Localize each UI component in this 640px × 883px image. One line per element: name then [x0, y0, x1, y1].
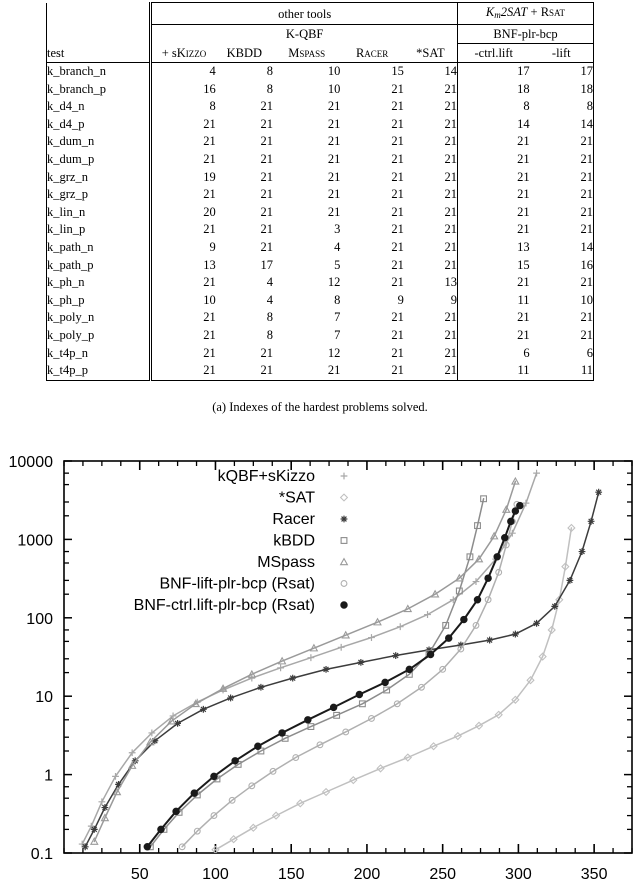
legend-label: *SAT: [278, 489, 315, 507]
column-header-star-sat: *SAT: [404, 44, 458, 63]
marker-asterisk: [341, 516, 348, 523]
marker-filled-circle: [341, 602, 347, 608]
table-cell-value: 21: [151, 327, 216, 345]
table-cell-value: 21: [327, 116, 341, 131]
table-cell-value: 21: [444, 187, 457, 202]
x-axis-tick-label: 100: [202, 866, 229, 883]
table-cell-value: 8: [266, 310, 273, 325]
x-axis-tick-label: 300: [505, 866, 532, 883]
chart-frame: [64, 461, 632, 853]
table-cell-value: 21: [530, 221, 594, 239]
table-cell-value: 9: [397, 292, 404, 307]
marker-filled-circle: [356, 691, 362, 697]
table-cell-value: 20: [151, 204, 216, 222]
table-cell-test: k_poly_n: [47, 309, 151, 327]
table-cell-value: 21: [530, 151, 594, 169]
table-cell-value: 21: [151, 116, 216, 134]
table-cell-value: 21: [444, 99, 457, 114]
table-cell-value: 14: [444, 64, 457, 78]
column-header-ctrl-lift: -ctrl.lift: [457, 44, 529, 63]
x-axis-tick-label: 200: [353, 866, 381, 883]
table-cell-value: 21: [457, 133, 529, 151]
table-row: [47, 274, 594, 292]
table-cell-value: 21: [444, 222, 457, 237]
table-row: [47, 81, 594, 99]
marker-asterisk: [227, 695, 234, 702]
table-cell-value: 21: [391, 204, 404, 219]
group-header-other-tools: other tools: [151, 3, 458, 25]
marker-plus: [307, 654, 314, 661]
series-line: [85, 489, 599, 847]
column-header-mspass: Mspass: [273, 44, 340, 63]
marker-asterisk: [392, 652, 399, 659]
table-cell-test: k_d4_p: [47, 116, 151, 134]
marker-asterisk: [595, 489, 602, 496]
table-cell-test: k_path_n: [47, 239, 151, 257]
table-cell-value: 21: [391, 116, 404, 131]
table-row: [47, 186, 594, 204]
table-cell-value: 4: [266, 292, 273, 307]
marker-triangle: [341, 559, 348, 565]
table-cell-value: 8: [151, 98, 216, 116]
table-cell-value: 12: [327, 345, 341, 360]
column-header-skizzo: + sKizzo: [151, 44, 216, 63]
legend-marker: [341, 516, 348, 523]
marker-filled-circle: [211, 773, 217, 779]
table-cell-value: 7: [334, 327, 341, 342]
marker-asterisk: [289, 675, 296, 682]
km2sat-subscript: m: [494, 10, 501, 20]
table-cell-value: 21: [391, 257, 404, 272]
table-cell-test: k_dum_n: [47, 133, 151, 151]
table-group-header-row: [47, 3, 594, 25]
table-row: [47, 116, 594, 134]
table-row: [47, 239, 594, 257]
marker-asterisk: [486, 637, 493, 644]
table-cell-value: 12: [327, 275, 341, 290]
table-cell-value: 21: [444, 134, 457, 149]
table-cell-value: 21: [151, 151, 216, 169]
table-cell-value: 21: [151, 133, 216, 151]
table-cell-test: k_grz_p: [47, 186, 151, 204]
legend-marker: [341, 581, 347, 587]
y-axis-tick-label: 100: [26, 610, 53, 628]
marker-plus: [397, 623, 404, 630]
y-axis-tick-label: 0.1: [30, 846, 53, 863]
series-line: [147, 506, 520, 847]
marker-filled-circle: [279, 730, 285, 736]
chart-series-group: [79, 470, 602, 853]
table-cell-value: 21: [457, 327, 529, 345]
table-cell-test: k_lin_n: [47, 204, 151, 222]
table-row: [47, 133, 594, 151]
marker-filled-circle: [427, 651, 433, 657]
subheader-bnf: BNF-plr-bcp: [457, 25, 593, 44]
marker-filled-circle: [494, 554, 500, 560]
marker-filled-circle: [232, 758, 238, 764]
table-cell-value: 21: [444, 169, 457, 184]
spacer-cell: [47, 3, 151, 25]
km2sat-rest: 2SAT: [500, 5, 528, 19]
table-cell-value: 21: [530, 133, 594, 151]
table-cell-value: 21: [444, 327, 457, 342]
table-cell-value: 21: [260, 187, 273, 202]
legend-label: MSpass: [257, 554, 315, 571]
marker-asterisk: [588, 518, 595, 525]
table-cell-value: 3: [334, 222, 341, 237]
table-cell-value: 21: [391, 222, 404, 237]
table-cell-value: 21: [457, 309, 529, 327]
table-cell-value: 17: [457, 63, 529, 81]
table-cell-value: 21: [530, 327, 594, 345]
table-cell-value: 9: [450, 292, 457, 307]
marker-asterisk: [91, 826, 98, 833]
marker-filled-circle: [485, 575, 491, 581]
table-row: [47, 309, 594, 327]
table-cell-test: k_poly_p: [47, 327, 151, 345]
table-cell-value: 21: [151, 309, 216, 327]
legend-label: Racer: [272, 511, 315, 528]
table-cell-value: 5: [334, 257, 341, 272]
table-cell-value: 8: [266, 64, 273, 78]
marker-filled-circle: [406, 666, 412, 672]
marker-circle: [341, 581, 347, 587]
table-cell-value: 21: [457, 274, 529, 292]
table-cell-value: 21: [444, 310, 457, 325]
table-cell-value: 21: [391, 169, 404, 184]
table-cell-value: 10: [327, 64, 341, 78]
marker-filled-circle: [330, 704, 336, 710]
table-cell-value: 21: [327, 134, 341, 149]
table-cell-value: 8: [530, 98, 594, 116]
marker-filled-circle: [517, 502, 523, 508]
table-cell-value: 21: [216, 362, 273, 380]
table-cell-value: 21: [327, 169, 341, 184]
table-cell-value: 21: [391, 99, 404, 114]
marker-filled-circle: [305, 717, 311, 723]
km2sat-k: K: [485, 5, 495, 19]
table-cell-value: 21: [444, 204, 457, 219]
table-cell-value: 21: [391, 310, 404, 325]
marker-asterisk: [357, 659, 364, 666]
table-cell-value: 21: [391, 151, 404, 166]
table-cell-value: 21: [327, 187, 341, 202]
table-cell-value: 8: [457, 98, 529, 116]
table-cell-value: 13: [457, 239, 529, 257]
column-header-racer: Racer: [340, 44, 403, 63]
y-axis-tick-label: 1: [44, 767, 53, 785]
marker-square: [341, 538, 347, 544]
table-cell-value: 8: [266, 81, 273, 96]
table-cell-value: 21: [151, 186, 216, 204]
table-cell-value: 8: [266, 327, 273, 342]
table-cell-value: 21: [391, 327, 404, 342]
table-row: [47, 204, 594, 222]
legend-label: kQBF+sKizzo: [217, 468, 315, 485]
table-row: [47, 362, 594, 380]
legend-marker: [341, 559, 348, 565]
table-cell-value: 16: [530, 257, 594, 275]
table-cell-value: 18: [457, 81, 529, 99]
results-table: [46, 2, 594, 381]
x-axis-tick-label: 50: [130, 866, 149, 883]
y-axis-tick-label: 10: [35, 689, 53, 707]
table-row: [47, 63, 594, 81]
x-axis-tick-label: 250: [429, 866, 457, 883]
marker-filled-circle: [474, 597, 480, 603]
table-cell-value: 18: [530, 81, 594, 99]
group-header-km2sat: [457, 3, 593, 25]
table-cell-value: 21: [327, 99, 341, 114]
table-cell-value: 21: [391, 345, 404, 360]
table-cell-test: k_ph_n: [47, 274, 151, 292]
table-row: [47, 292, 594, 310]
table-cell-test: k_lin_p: [47, 221, 151, 239]
table-column-header-row: [47, 44, 594, 63]
table-cell-value: 21: [530, 204, 594, 222]
table-cell-value: 21: [340, 362, 403, 380]
table-cell-value: 21: [151, 274, 216, 292]
table-row: [47, 221, 594, 239]
table-cell-value: 17: [260, 257, 273, 272]
table-cell-value: 8: [334, 292, 341, 307]
table-cell-value: 21: [444, 81, 457, 96]
table-cell-value: 21: [530, 309, 594, 327]
table-cell-value: 9: [151, 239, 216, 257]
table-cell-value: 21: [457, 221, 529, 239]
table-cell-value: 10: [530, 292, 594, 310]
km2sat-plus: +: [527, 5, 541, 19]
marker-filled-circle: [461, 616, 467, 622]
table-cell-value: 21: [391, 81, 404, 96]
marker-plus: [98, 798, 105, 805]
table-cell-value: 21: [530, 274, 594, 292]
table-cell-value: 21: [260, 116, 273, 131]
table-cell-value: 21: [457, 186, 529, 204]
table-cell-value: 21: [391, 134, 404, 149]
table-caption: (a) Indexes of the hardest problems solved.: [212, 400, 428, 414]
table-cell-test: k_t4p_n: [47, 345, 151, 363]
table-cell-test: k_branch_p: [47, 81, 151, 99]
table-cell-value: 21: [530, 186, 594, 204]
table-cell-value: 21: [444, 116, 457, 131]
marker-filled-circle: [445, 635, 451, 641]
marker-asterisk: [258, 684, 265, 691]
table-cell-value: 21: [444, 239, 457, 254]
table-cell-value: 14: [457, 116, 529, 134]
table-cell-value: 21: [457, 169, 529, 187]
marker-asterisk: [551, 603, 558, 610]
table-cell-test: k_t4p_p: [47, 362, 151, 380]
table-cell-value: 13: [444, 275, 457, 290]
y-axis-tick-label: 1000: [17, 532, 53, 550]
table-cell-value: 21: [151, 345, 216, 363]
marker-diamond: [341, 494, 348, 501]
table-row: [47, 345, 594, 363]
column-header-lift: -lift: [530, 44, 594, 63]
table-row: [47, 257, 594, 275]
marker-asterisk: [200, 706, 207, 713]
table-cell-value: 11: [530, 362, 594, 380]
table-cell-value: 4: [334, 239, 341, 254]
chart-series: [144, 502, 523, 850]
table-cell-value: 21: [530, 169, 594, 187]
table-cell-value: 6: [457, 345, 529, 363]
table-cell-value: 21: [391, 275, 404, 290]
column-header-test: test: [47, 44, 151, 63]
marker-asterisk: [323, 666, 330, 673]
table-cell-value: 7: [334, 310, 341, 325]
performance-chart: [0, 432, 640, 883]
marker-filled-circle: [382, 679, 388, 685]
table-cell-value: 15: [457, 257, 529, 275]
marker-filled-circle: [255, 743, 261, 749]
table-cell-value: 21: [260, 222, 273, 237]
results-table-container: [46, 2, 594, 381]
table-cell-value: 21: [404, 362, 458, 380]
table-cell-value: 6: [530, 345, 594, 363]
table-cell-test: k_path_p: [47, 257, 151, 275]
table-cell-value: 16: [151, 81, 216, 99]
table-cell-value: 21: [260, 151, 273, 166]
marker-filled-circle: [158, 826, 164, 832]
table-cell-value: 21: [260, 169, 273, 184]
legend-marker: [341, 538, 347, 544]
table-cell-test: k_branch_n: [47, 63, 151, 81]
table-cell-value: 11: [457, 292, 529, 310]
x-axis-tick-label: 350: [580, 866, 608, 883]
table-cell-value: 4: [266, 275, 273, 290]
table-cell-value: 11: [457, 362, 529, 380]
table-cell-value: 17: [530, 63, 594, 81]
subheader-kqbf: K-QBF: [151, 25, 458, 44]
table-cell-value: 21: [151, 221, 216, 239]
marker-filled-circle: [144, 844, 150, 850]
table-cell-value: 21: [444, 345, 457, 360]
marker-plus: [341, 473, 348, 480]
marker-asterisk: [533, 620, 540, 627]
table-cell-value: 21: [273, 362, 340, 380]
km2sat-rsat: Rsat: [540, 5, 566, 19]
table-row: [47, 169, 594, 187]
spacer-cell-2: [47, 25, 151, 44]
legend-marker: [341, 494, 348, 501]
table-cell-value: 21: [260, 204, 273, 219]
table-cell-value: 14: [530, 239, 594, 257]
table-cell-value: 21: [444, 257, 457, 272]
chart-svg: [0, 432, 640, 883]
table-cell-value: 14: [530, 116, 594, 134]
table-cell-test: k_dum_p: [47, 151, 151, 169]
table-body: [47, 63, 594, 381]
marker-asterisk: [101, 804, 108, 811]
table-cell-value: 21: [457, 204, 529, 222]
y-axis-tick-label: 10000: [8, 454, 53, 471]
legend-marker: [341, 473, 348, 480]
table-cell-value: 21: [260, 99, 273, 114]
series-line: [82, 473, 536, 844]
table-cell-value: 21: [327, 204, 341, 219]
table-cell-test: k_grz_n: [47, 169, 151, 187]
table-cell-value: 21: [151, 362, 216, 380]
table-cell-value: 21: [391, 239, 404, 254]
x-axis-tick-label: 150: [277, 866, 305, 883]
table-cell-value: 10: [327, 81, 341, 96]
column-header-kbdd: KBDD: [216, 44, 273, 63]
marker-plus: [533, 470, 540, 477]
table-cell-value: 21: [444, 151, 457, 166]
table-row: [47, 98, 594, 116]
table-cell-value: 10: [151, 292, 216, 310]
marker-filled-circle: [191, 790, 197, 796]
table-cell-value: 21: [457, 151, 529, 169]
table-cell-test: k_d4_n: [47, 98, 151, 116]
table-cell-value: 15: [391, 64, 404, 78]
table-cell-value: 21: [391, 187, 404, 202]
marker-plus: [277, 664, 284, 671]
legend-marker: [341, 602, 347, 608]
legend-label: BNF-lift-plr-bcp (Rsat): [159, 575, 315, 593]
table-cell-value: 21: [260, 134, 273, 149]
marker-plus: [424, 611, 431, 618]
legend-label: kBDD: [273, 532, 315, 550]
table-row: [47, 151, 594, 169]
marker-asterisk: [566, 577, 573, 584]
marker-asterisk: [82, 843, 89, 850]
marker-filled-circle: [512, 508, 518, 514]
marker-asterisk: [579, 548, 586, 555]
table-cell-value: 19: [151, 169, 216, 187]
table-cell-test: k_ph_p: [47, 292, 151, 310]
marker-asterisk: [512, 631, 519, 638]
table-cell-value: 13: [151, 257, 216, 275]
marker-plus: [338, 644, 345, 651]
marker-filled-circle: [502, 535, 508, 541]
table-cell-value: 21: [327, 151, 341, 166]
table-cell-value: 21: [260, 345, 273, 360]
marker-plus: [368, 634, 375, 641]
chart-series: [212, 525, 575, 854]
marker-filled-circle: [508, 518, 514, 524]
table-cell-value: 21: [260, 239, 273, 254]
marker-filled-circle: [173, 808, 179, 814]
table-subheader-row-1: [47, 25, 594, 44]
table-row: [47, 327, 594, 345]
table-cell-value: 4: [151, 63, 216, 81]
legend-label: BNF-ctrl.lift-plr-bcp (Rsat): [133, 597, 315, 614]
